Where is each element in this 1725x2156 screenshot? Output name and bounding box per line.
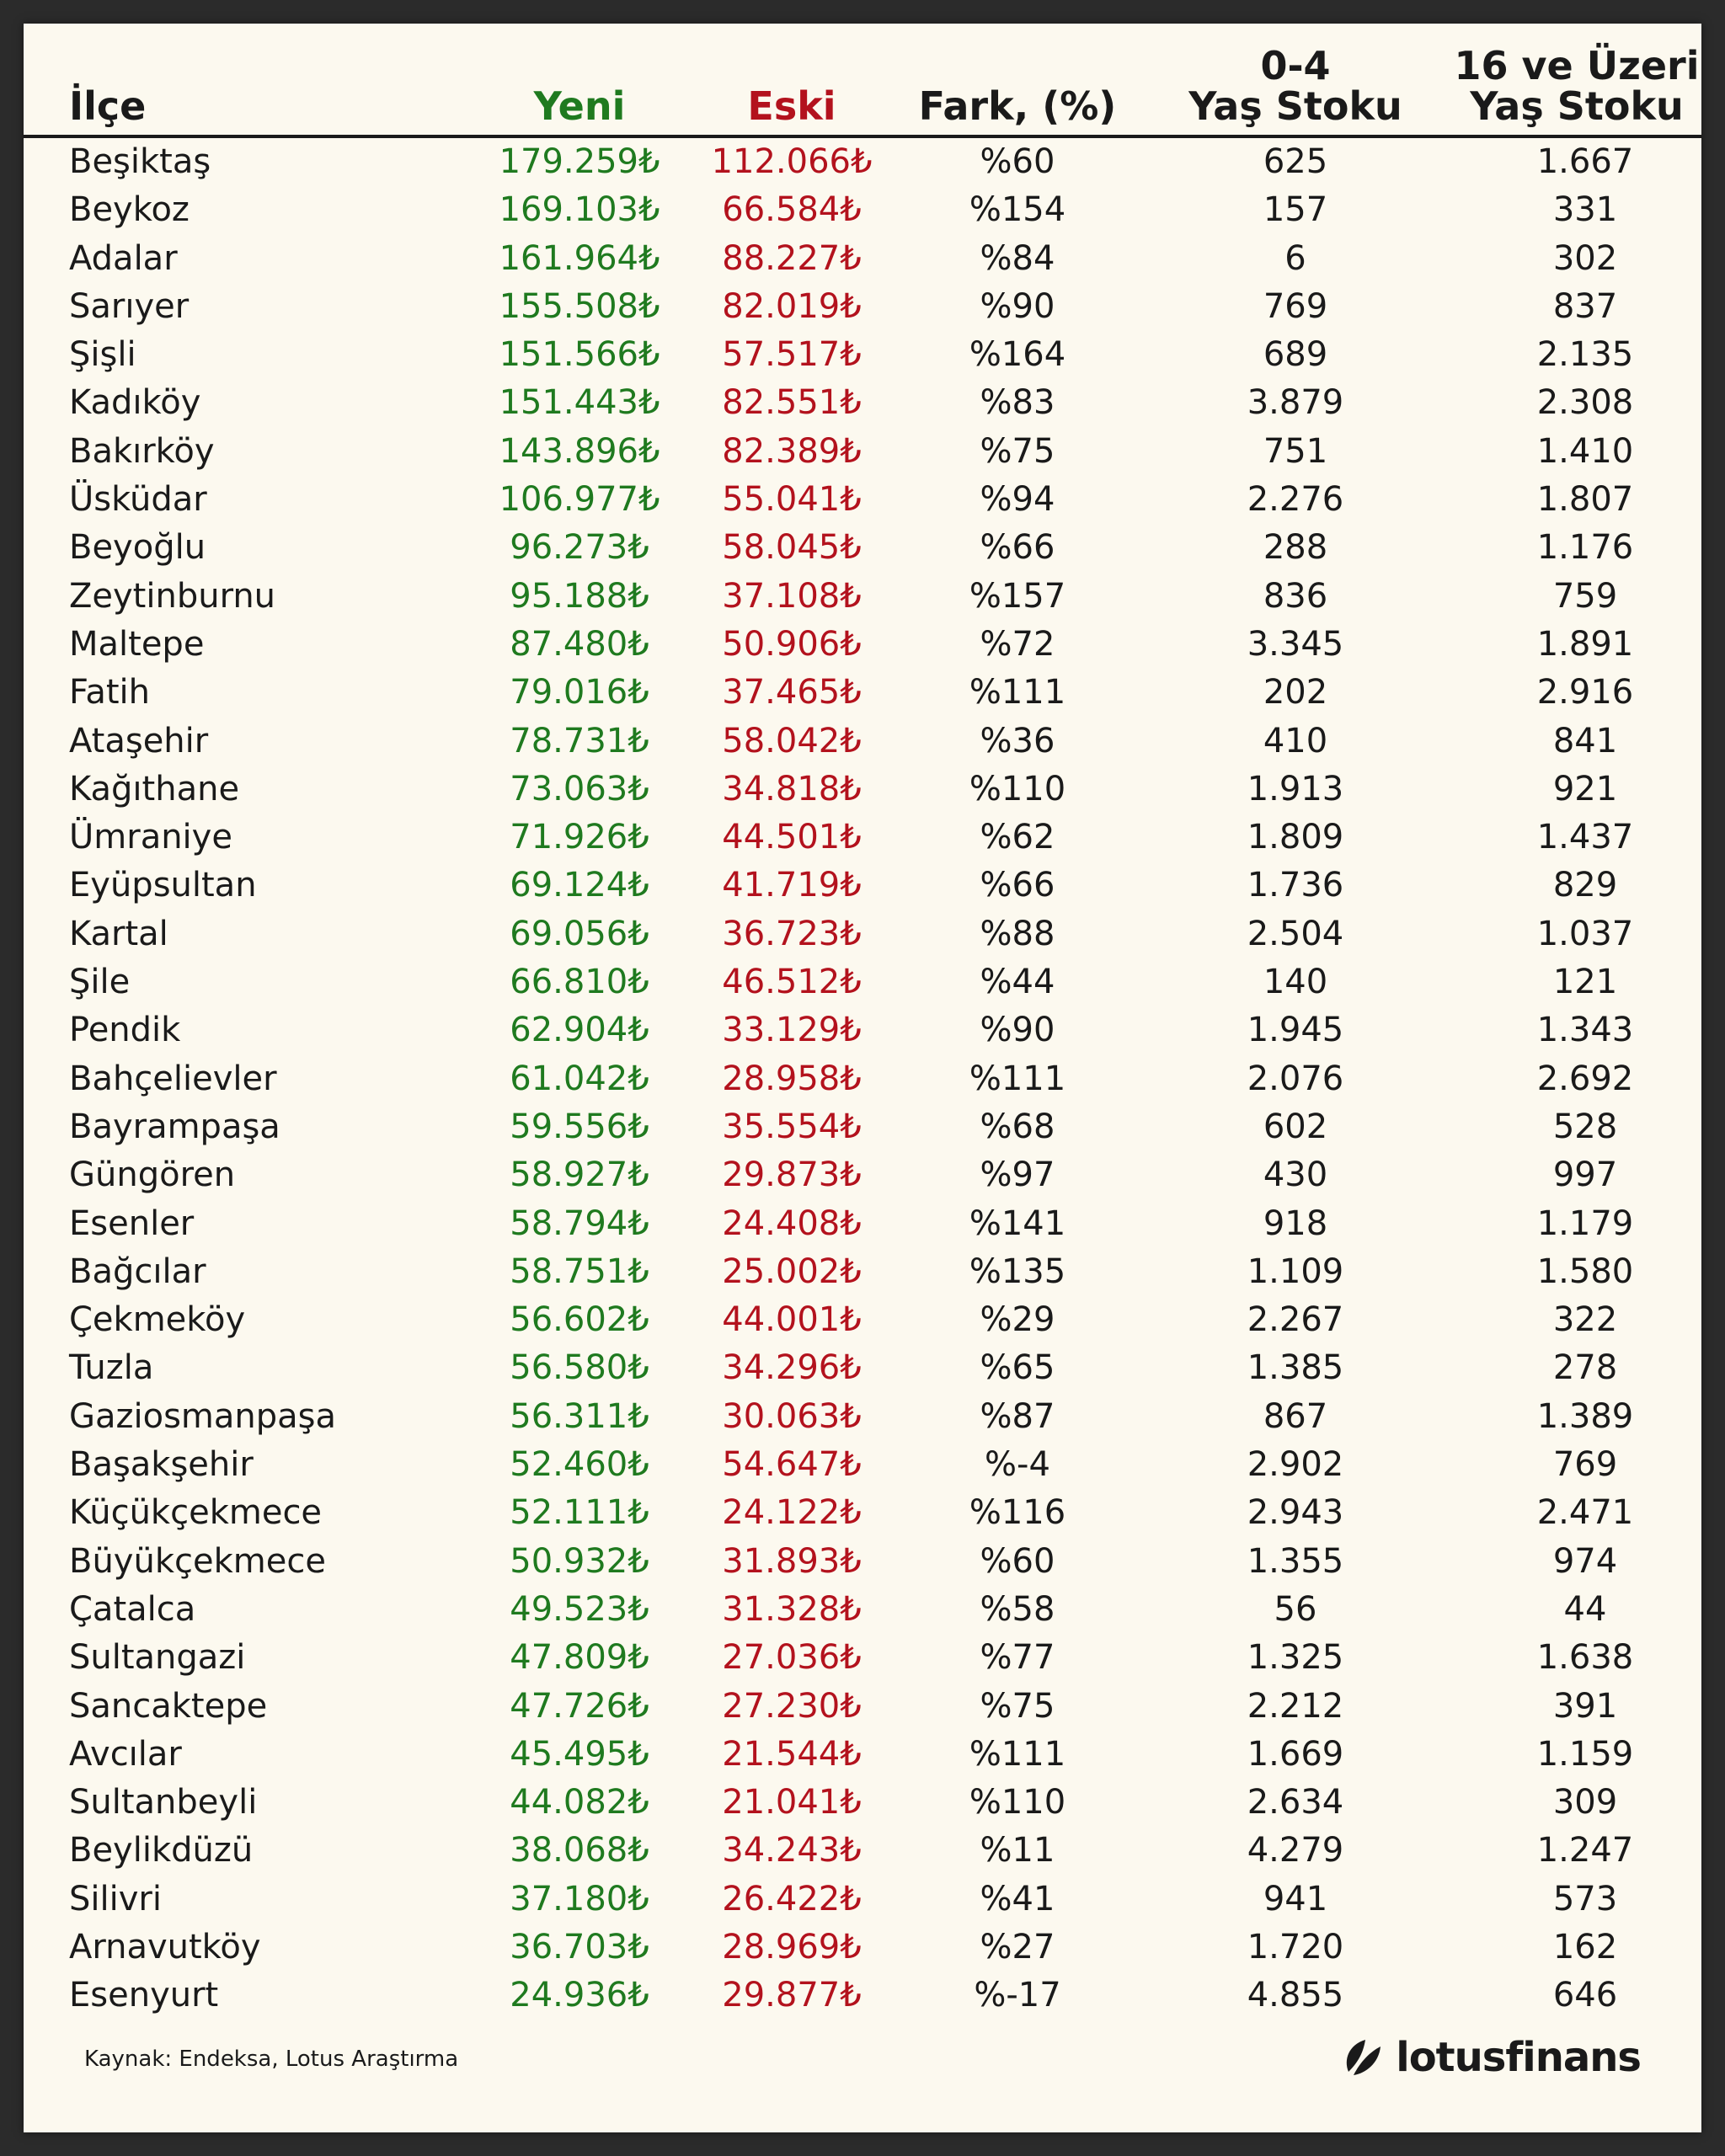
old-price-cell: 82.551₺ xyxy=(722,383,862,423)
table-row xyxy=(24,1731,1701,1779)
header-district: İlçe xyxy=(69,83,147,129)
new-price-cell: 50.932₺ xyxy=(510,1541,649,1581)
stock-0-4-cell: 2.943 xyxy=(1247,1493,1344,1533)
diff-cell: %164 xyxy=(969,335,1066,375)
stock-0-4-cell: 625 xyxy=(1263,142,1328,181)
old-price-cell: 37.108₺ xyxy=(722,576,862,616)
stock-0-4-cell: 1.945 xyxy=(1247,1011,1344,1050)
table-row xyxy=(24,1586,1701,1634)
old-price-cell: 27.036₺ xyxy=(722,1638,862,1678)
table-row xyxy=(24,1538,1701,1586)
table-row xyxy=(24,1200,1701,1248)
new-price-cell: 87.480₺ xyxy=(510,624,649,664)
stock-0-4-cell: 1.109 xyxy=(1247,1251,1344,1291)
stock-16-plus-cell: 1.159 xyxy=(1536,1734,1634,1774)
new-price-cell: 52.111₺ xyxy=(510,1493,649,1533)
district-cell: Bayrampaşa xyxy=(69,1107,280,1146)
diff-cell: %36 xyxy=(980,721,1055,760)
table-body xyxy=(24,138,1701,2020)
diff-cell: %157 xyxy=(969,576,1066,616)
district-cell: Ümraniye xyxy=(69,818,232,857)
stock-16-plus-cell: 829 xyxy=(1552,866,1618,905)
table-row xyxy=(24,1634,1701,1682)
new-price-cell: 61.042₺ xyxy=(510,1059,649,1098)
new-price-cell: 56.580₺ xyxy=(510,1348,649,1388)
new-price-cell: 62.904₺ xyxy=(510,1011,649,1050)
district-cell: Şile xyxy=(69,963,131,1002)
table-row xyxy=(24,1151,1701,1199)
stock-16-plus-cell: 974 xyxy=(1552,1541,1618,1581)
header-stock16-line1: 16 ve Üzeri xyxy=(1454,43,1700,88)
table-row xyxy=(24,1489,1701,1537)
diff-cell: %41 xyxy=(980,1879,1055,1919)
old-price-cell: 33.129₺ xyxy=(722,1011,862,1050)
diff-cell: %154 xyxy=(969,190,1066,230)
diff-cell: %44 xyxy=(980,963,1055,1002)
old-price-cell: 29.877₺ xyxy=(722,1976,862,2015)
stock-0-4-cell: 1.809 xyxy=(1247,818,1344,857)
table-row xyxy=(24,1006,1701,1054)
stock-0-4-cell: 56 xyxy=(1274,1589,1317,1629)
new-price-cell: 96.273₺ xyxy=(510,528,649,568)
new-price-cell: 38.068₺ xyxy=(510,1831,649,1870)
stock-16-plus-cell: 391 xyxy=(1552,1686,1618,1726)
diff-cell: %68 xyxy=(980,1107,1055,1146)
district-cell: Sultanbeyli xyxy=(69,1783,258,1822)
stock-16-plus-cell: 997 xyxy=(1552,1155,1618,1195)
diff-cell: %27 xyxy=(980,1927,1055,1967)
old-price-cell: 57.517₺ xyxy=(722,335,862,375)
old-price-cell: 31.328₺ xyxy=(722,1589,862,1629)
table-row xyxy=(24,186,1701,234)
old-price-cell: 50.906₺ xyxy=(722,624,862,664)
stock-16-plus-cell: 1.437 xyxy=(1536,818,1634,857)
stock-16-plus-cell: 331 xyxy=(1552,190,1618,230)
stock-16-plus-cell: 573 xyxy=(1552,1879,1618,1919)
diff-cell: %29 xyxy=(980,1300,1055,1340)
stock-16-plus-cell: 1.389 xyxy=(1536,1396,1634,1436)
old-price-cell: 31.893₺ xyxy=(722,1541,862,1581)
district-cell: Silivri xyxy=(69,1879,162,1919)
new-price-cell: 169.103₺ xyxy=(499,190,660,230)
table-row xyxy=(24,1393,1701,1441)
diff-cell: %94 xyxy=(980,480,1055,520)
table-row xyxy=(24,1924,1701,1972)
new-price-cell: 58.927₺ xyxy=(510,1155,649,1195)
stock-16-plus-cell: 841 xyxy=(1552,721,1618,760)
new-price-cell: 69.124₺ xyxy=(510,866,649,905)
new-price-cell: 78.731₺ xyxy=(510,721,649,760)
table-row xyxy=(24,621,1701,669)
district-cell: Şişli xyxy=(69,335,136,375)
old-price-cell: 30.063₺ xyxy=(722,1396,862,1436)
district-cell: Sarıyer xyxy=(69,286,190,326)
stock-0-4-cell: 4.855 xyxy=(1247,1976,1344,2015)
new-price-cell: 79.016₺ xyxy=(510,673,649,712)
new-price-cell: 66.810₺ xyxy=(510,963,649,1002)
district-cell: Güngören xyxy=(69,1155,236,1195)
stock-16-plus-cell: 646 xyxy=(1552,1976,1618,2015)
diff-cell: %72 xyxy=(980,624,1055,664)
stock-0-4-cell: 202 xyxy=(1263,673,1328,712)
new-price-cell: 106.977₺ xyxy=(499,480,660,520)
old-price-cell: 34.243₺ xyxy=(722,1831,862,1870)
header-stock16-line2: Yaş Stoku xyxy=(1470,83,1684,129)
stock-0-4-cell: 751 xyxy=(1263,431,1328,471)
new-price-cell: 49.523₺ xyxy=(510,1589,649,1629)
district-cell: Zeytinburnu xyxy=(69,576,276,616)
district-cell: Esenyurt xyxy=(69,1976,219,2015)
new-price-cell: 59.556₺ xyxy=(510,1107,649,1146)
diff-cell: %77 xyxy=(980,1638,1055,1678)
header-old: Eski xyxy=(747,83,836,129)
old-price-cell: 44.501₺ xyxy=(722,818,862,857)
old-price-cell: 55.041₺ xyxy=(722,480,862,520)
district-cell: Çatalca xyxy=(69,1589,196,1629)
stock-16-plus-cell: 921 xyxy=(1552,769,1618,808)
stock-16-plus-cell: 1.179 xyxy=(1536,1203,1634,1243)
table-row xyxy=(24,1972,1701,2020)
stock-0-4-cell: 2.267 xyxy=(1247,1300,1344,1340)
new-price-cell: 179.259₺ xyxy=(499,142,660,181)
stock-16-plus-cell: 1.638 xyxy=(1536,1638,1634,1678)
table-row xyxy=(24,1683,1701,1731)
new-price-cell: 151.443₺ xyxy=(499,383,660,423)
district-cell: Küçükçekmece xyxy=(69,1493,323,1533)
stock-0-4-cell: 410 xyxy=(1263,721,1328,760)
district-cell: Eyüpsultan xyxy=(69,866,257,905)
old-price-cell: 28.958₺ xyxy=(722,1059,862,1098)
diff-cell: %87 xyxy=(980,1396,1055,1436)
stock-16-plus-cell: 2.471 xyxy=(1536,1493,1634,1533)
district-cell: Gaziosmanpaşa xyxy=(69,1396,337,1436)
district-cell: Bağcılar xyxy=(69,1251,206,1291)
stock-0-4-cell: 2.504 xyxy=(1247,914,1344,953)
diff-cell: %111 xyxy=(969,1734,1066,1774)
stock-16-plus-cell: 769 xyxy=(1552,1445,1618,1485)
header-stock04 xyxy=(1152,43,1439,129)
stock-16-plus-cell: 2.308 xyxy=(1536,383,1634,423)
stock-0-4-cell: 602 xyxy=(1263,1107,1328,1146)
stock-16-plus-cell: 278 xyxy=(1552,1348,1618,1388)
district-cell: Büyükçekmece xyxy=(69,1541,326,1581)
diff-cell: %60 xyxy=(980,1541,1055,1581)
diff-cell: %111 xyxy=(969,673,1066,712)
old-price-cell: 24.122₺ xyxy=(722,1493,862,1533)
header-stock16 xyxy=(1434,43,1720,129)
old-price-cell: 35.554₺ xyxy=(722,1107,862,1146)
diff-cell: %66 xyxy=(980,528,1055,568)
district-cell: Kartal xyxy=(69,914,168,953)
district-cell: Kağıthane xyxy=(69,769,240,808)
district-cell: Esenler xyxy=(69,1203,195,1243)
diff-cell: %83 xyxy=(980,383,1055,423)
old-price-cell: 34.818₺ xyxy=(722,769,862,808)
table-row xyxy=(24,910,1701,958)
diff-cell: %75 xyxy=(980,1686,1055,1726)
old-price-cell: 112.066₺ xyxy=(711,142,873,181)
stock-16-plus-cell: 2.916 xyxy=(1536,673,1634,712)
stock-16-plus-cell: 2.692 xyxy=(1536,1059,1634,1098)
stock-16-plus-cell: 44 xyxy=(1563,1589,1607,1629)
table-row xyxy=(24,138,1701,186)
stock-0-4-cell: 157 xyxy=(1263,190,1328,230)
stock-0-4-cell: 1.355 xyxy=(1247,1541,1344,1581)
district-cell: Tuzla xyxy=(69,1348,154,1388)
table-row xyxy=(24,428,1701,476)
old-price-cell: 25.002₺ xyxy=(722,1251,862,1291)
table-row xyxy=(24,524,1701,572)
stock-0-4-cell: 430 xyxy=(1263,1155,1328,1195)
table-card xyxy=(24,24,1701,2132)
old-price-cell: 41.719₺ xyxy=(722,866,862,905)
diff-cell: %66 xyxy=(980,866,1055,905)
old-price-cell: 54.647₺ xyxy=(722,1445,862,1485)
stock-0-4-cell: 288 xyxy=(1263,528,1328,568)
table-row xyxy=(24,1248,1701,1296)
header-new: Yeni xyxy=(533,83,626,129)
district-cell: Üsküdar xyxy=(69,480,207,520)
old-price-cell: 82.019₺ xyxy=(722,286,862,326)
source-note: Kaynak: Endeksa, Lotus Araştırma xyxy=(84,2047,459,2072)
new-price-cell: 36.703₺ xyxy=(510,1927,649,1967)
diff-cell: %90 xyxy=(980,1011,1055,1050)
stock-16-plus-cell: 121 xyxy=(1552,963,1618,1002)
table-row xyxy=(24,1876,1701,1924)
diff-cell: %-4 xyxy=(985,1445,1050,1485)
old-price-cell: 36.723₺ xyxy=(722,914,862,953)
stock-0-4-cell: 1.913 xyxy=(1247,769,1344,808)
district-cell: Beylikdüzü xyxy=(69,1831,254,1870)
table-row xyxy=(24,1103,1701,1151)
stock-16-plus-cell: 1.176 xyxy=(1536,528,1634,568)
old-price-cell: 24.408₺ xyxy=(722,1203,862,1243)
stock-16-plus-cell: 322 xyxy=(1552,1300,1618,1340)
district-cell: Avcılar xyxy=(69,1734,182,1774)
diff-cell: %90 xyxy=(980,286,1055,326)
district-cell: Kadıköy xyxy=(69,383,201,423)
stock-0-4-cell: 867 xyxy=(1263,1396,1328,1436)
stock-0-4-cell: 1.385 xyxy=(1247,1348,1344,1388)
district-cell: Beykoz xyxy=(69,190,190,230)
stock-0-4-cell: 2.212 xyxy=(1247,1686,1344,1726)
new-price-cell: 47.726₺ xyxy=(510,1686,649,1726)
new-price-cell: 151.566₺ xyxy=(499,335,660,375)
old-price-cell: 88.227₺ xyxy=(722,238,862,278)
old-price-cell: 26.422₺ xyxy=(722,1879,862,1919)
district-cell: Arnavutköy xyxy=(69,1927,261,1967)
diff-cell: %-17 xyxy=(974,1976,1061,2015)
stock-16-plus-cell: 162 xyxy=(1552,1927,1618,1967)
stock-0-4-cell: 918 xyxy=(1263,1203,1328,1243)
new-price-cell: 24.936₺ xyxy=(510,1976,649,2015)
table-row xyxy=(24,379,1701,427)
district-cell: Sancaktepe xyxy=(69,1686,268,1726)
district-cell: Bahçelievler xyxy=(69,1059,277,1098)
district-cell: Ataşehir xyxy=(69,721,209,760)
district-cell: Adalar xyxy=(69,238,178,278)
stock-0-4-cell: 2.276 xyxy=(1247,480,1344,520)
stock-16-plus-cell: 2.135 xyxy=(1536,335,1634,375)
district-cell: Beyoğlu xyxy=(69,528,206,568)
new-price-cell: 161.964₺ xyxy=(499,238,660,278)
header-stock04-line1: 0-4 xyxy=(1260,43,1331,88)
table-row xyxy=(24,1441,1701,1489)
old-price-cell: 46.512₺ xyxy=(722,963,862,1002)
stock-0-4-cell: 2.634 xyxy=(1247,1783,1344,1822)
stock-16-plus-cell: 1.580 xyxy=(1536,1251,1634,1291)
diff-cell: %11 xyxy=(980,1831,1055,1870)
new-price-cell: 52.460₺ xyxy=(510,1445,649,1485)
old-price-cell: 44.001₺ xyxy=(722,1300,862,1340)
table-row xyxy=(24,1055,1701,1103)
new-price-cell: 45.495₺ xyxy=(510,1734,649,1774)
table-row xyxy=(24,669,1701,717)
old-price-cell: 58.042₺ xyxy=(722,721,862,760)
stock-0-4-cell: 3.879 xyxy=(1247,383,1344,423)
new-price-cell: 71.926₺ xyxy=(510,818,649,857)
district-cell: Pendik xyxy=(69,1011,181,1050)
stock-16-plus-cell: 302 xyxy=(1552,238,1618,278)
brand-name: lotusfinans xyxy=(1396,2034,1641,2081)
table-row xyxy=(24,1344,1701,1392)
diff-cell: %111 xyxy=(969,1059,1066,1098)
stock-16-plus-cell: 528 xyxy=(1552,1107,1618,1146)
new-price-cell: 47.809₺ xyxy=(510,1638,649,1678)
diff-cell: %62 xyxy=(980,818,1055,857)
stock-0-4-cell: 4.279 xyxy=(1247,1831,1344,1870)
stock-0-4-cell: 1.736 xyxy=(1247,866,1344,905)
table-row xyxy=(24,718,1701,766)
diff-cell: %110 xyxy=(969,1783,1066,1822)
new-price-cell: 56.602₺ xyxy=(510,1300,649,1340)
table-row xyxy=(24,958,1701,1006)
table-row xyxy=(24,814,1701,862)
stock-16-plus-cell: 1.037 xyxy=(1536,914,1634,953)
table-row xyxy=(24,766,1701,814)
table-row xyxy=(24,235,1701,283)
new-price-cell: 143.896₺ xyxy=(499,431,660,471)
table-row xyxy=(24,1296,1701,1344)
old-price-cell: 82.389₺ xyxy=(722,431,862,471)
stock-16-plus-cell: 1.667 xyxy=(1536,142,1634,181)
stock-16-plus-cell: 759 xyxy=(1552,576,1618,616)
old-price-cell: 21.041₺ xyxy=(722,1783,862,1822)
header-stock04-line2: Yaş Stoku xyxy=(1188,83,1402,129)
table-row xyxy=(24,1827,1701,1875)
brand-logo xyxy=(1340,2032,1641,2083)
district-cell: Çekmeköy xyxy=(69,1300,246,1340)
new-price-cell: 44.082₺ xyxy=(510,1783,649,1822)
district-cell: Fatih xyxy=(69,673,150,712)
header-diff: Fark, (%) xyxy=(918,83,1117,129)
diff-cell: %75 xyxy=(980,431,1055,471)
stock-0-4-cell: 1.325 xyxy=(1247,1638,1344,1678)
new-price-cell: 56.311₺ xyxy=(510,1396,649,1436)
diff-cell: %65 xyxy=(980,1348,1055,1388)
stock-0-4-cell: 3.345 xyxy=(1247,624,1344,664)
lotus-leaf-icon xyxy=(1340,2035,1386,2080)
table-row xyxy=(24,331,1701,379)
stock-0-4-cell: 689 xyxy=(1263,335,1328,375)
stock-0-4-cell: 836 xyxy=(1263,576,1328,616)
new-price-cell: 58.794₺ xyxy=(510,1203,649,1243)
stock-0-4-cell: 941 xyxy=(1263,1879,1328,1919)
district-cell: Bakırköy xyxy=(69,431,215,471)
diff-cell: %88 xyxy=(980,914,1055,953)
old-price-cell: 28.969₺ xyxy=(722,1927,862,1967)
district-cell: Beşiktaş xyxy=(69,142,211,181)
stock-16-plus-cell: 1.343 xyxy=(1536,1011,1634,1050)
stock-16-plus-cell: 837 xyxy=(1552,286,1618,326)
table-row xyxy=(24,862,1701,910)
table-row xyxy=(24,476,1701,524)
old-price-cell: 21.544₺ xyxy=(722,1734,862,1774)
stock-0-4-cell: 6 xyxy=(1284,238,1306,278)
stock-0-4-cell: 2.076 xyxy=(1247,1059,1344,1098)
new-price-cell: 69.056₺ xyxy=(510,914,649,953)
stock-0-4-cell: 1.720 xyxy=(1247,1927,1344,1967)
stock-16-plus-cell: 309 xyxy=(1552,1783,1618,1822)
diff-cell: %97 xyxy=(980,1155,1055,1195)
table-row xyxy=(24,283,1701,331)
stock-16-plus-cell: 1.891 xyxy=(1536,624,1634,664)
table-row xyxy=(24,573,1701,621)
old-price-cell: 58.045₺ xyxy=(722,528,862,568)
diff-cell: %60 xyxy=(980,142,1055,181)
stock-0-4-cell: 140 xyxy=(1263,963,1328,1002)
new-price-cell: 95.188₺ xyxy=(510,576,649,616)
old-price-cell: 66.584₺ xyxy=(722,190,862,230)
stock-0-4-cell: 769 xyxy=(1263,286,1328,326)
diff-cell: %58 xyxy=(980,1589,1055,1629)
diff-cell: %116 xyxy=(969,1493,1066,1533)
diff-cell: %84 xyxy=(980,238,1055,278)
old-price-cell: 27.230₺ xyxy=(722,1686,862,1726)
stock-0-4-cell: 2.902 xyxy=(1247,1445,1344,1485)
table-header xyxy=(24,24,1701,138)
district-cell: Maltepe xyxy=(69,624,205,664)
stock-16-plus-cell: 1.807 xyxy=(1536,480,1634,520)
diff-cell: %110 xyxy=(969,769,1066,808)
new-price-cell: 58.751₺ xyxy=(510,1251,649,1291)
old-price-cell: 37.465₺ xyxy=(722,673,862,712)
diff-cell: %141 xyxy=(969,1203,1066,1243)
district-cell: Başakşehir xyxy=(69,1445,254,1485)
new-price-cell: 73.063₺ xyxy=(510,769,649,808)
diff-cell: %135 xyxy=(969,1251,1066,1291)
old-price-cell: 34.296₺ xyxy=(722,1348,862,1388)
new-price-cell: 37.180₺ xyxy=(510,1879,649,1919)
stock-16-plus-cell: 1.410 xyxy=(1536,431,1634,471)
district-cell: Sultangazi xyxy=(69,1638,246,1678)
old-price-cell: 29.873₺ xyxy=(722,1155,862,1195)
new-price-cell: 155.508₺ xyxy=(499,286,660,326)
stock-16-plus-cell: 1.247 xyxy=(1536,1831,1634,1870)
table-row xyxy=(24,1779,1701,1827)
stock-0-4-cell: 1.669 xyxy=(1247,1734,1344,1774)
